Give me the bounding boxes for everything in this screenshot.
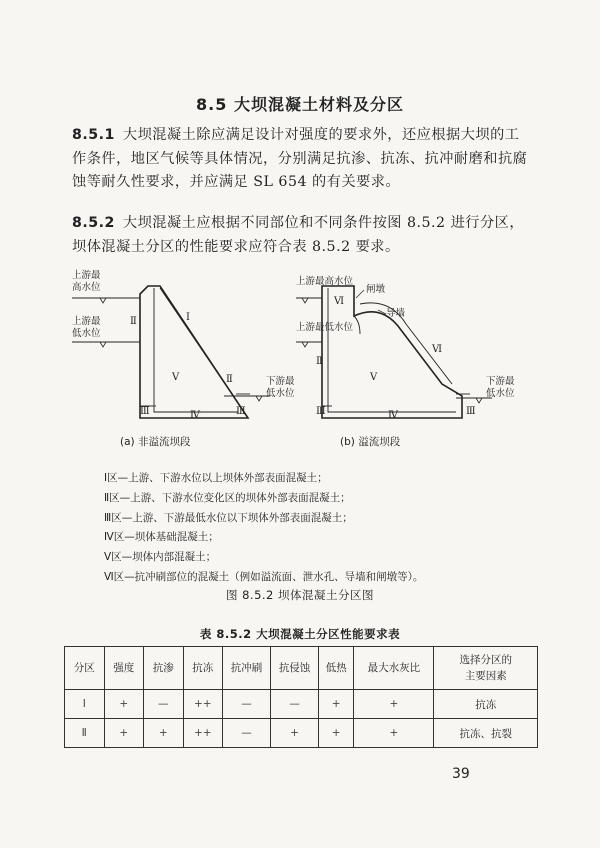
fig-a-zone-5: Ⅴ: [172, 372, 180, 383]
fig-b-zone-2: Ⅱ: [316, 356, 323, 367]
fig-a-upstream-low-1: 上游最: [72, 316, 101, 327]
zone-legend: [104, 469, 544, 588]
fig-a-downstream-low-1: 下游最: [266, 376, 295, 387]
table-row: [65, 719, 538, 748]
cell: —: [223, 690, 271, 719]
cell: +: [319, 690, 354, 719]
col-header-impermeability: 抗渗: [144, 647, 184, 690]
clause-text: 大坝混凝土应根据不同部位和不同条件按图 8.5.2 进行分区，坝体混凝土分区的性能要求应符合表 8.5.2 要求。: [72, 215, 525, 255]
dam-a-inner-line: [154, 288, 238, 412]
cell: +: [354, 719, 434, 748]
fig-b-downstream-low-2: 低水位: [486, 388, 515, 399]
dam-a-outline: [140, 286, 248, 418]
section-title: 8.5 大坝混凝土材料及分区: [196, 95, 404, 114]
col-header-erosion: 抗侵蚀: [271, 647, 319, 690]
cell: +: [354, 690, 434, 719]
cell: +: [144, 719, 184, 748]
col-header-scour: 抗冲刷: [223, 647, 271, 690]
fig-a-caption: (a) 非溢流坝段: [120, 436, 191, 448]
fig-a-zone-4: Ⅳ: [190, 410, 200, 421]
fig-b-zone-3-down: Ⅲ: [466, 406, 476, 417]
fig-a-upstream-high-2: 高水位: [72, 282, 101, 293]
cell: +: [271, 719, 319, 748]
fig-b-guide-wall: 导墙: [386, 308, 406, 319]
clause-number: 8.5.2: [72, 215, 115, 231]
fig-b-pier: 闸墩: [366, 284, 386, 295]
clause-8-5-1: [72, 124, 532, 195]
cell: —: [144, 690, 184, 719]
fig-a-zone-1: Ⅰ: [186, 312, 190, 323]
figure-caption: 图 8.5.2 坝体混凝土分区图: [225, 588, 375, 602]
table-header-row: [65, 647, 538, 690]
legend-item: Ⅵ区—抗冲刷部位的混凝土（例如溢流面、泄水孔、导墙和闸墩等）。: [104, 570, 424, 583]
col-header-zone: 分区: [65, 647, 105, 690]
dam-a-slope-inner: [160, 288, 244, 412]
legend-item: Ⅱ区—上游、下游水位变化区的坝体外部表面混凝土；: [104, 491, 351, 504]
table-title: 表 8.5.2 大坝混凝土分区性能要求表: [199, 627, 401, 641]
zone-performance-table: [64, 646, 538, 748]
col-header-factors: 选择分区的 主要因素: [434, 647, 538, 690]
fig-a-downstream-low-2: 低水位: [266, 388, 295, 399]
cell: +: [319, 719, 354, 748]
cell: +: [104, 719, 144, 748]
cell: Ⅰ: [65, 690, 105, 719]
legend-item: Ⅲ区—上游、下游最低水位以下坝体外部表面混凝土；: [104, 511, 353, 524]
fig-b-zone-6-face: Ⅵ: [432, 344, 443, 355]
page-number: 39: [452, 766, 470, 782]
fig-b-downstream-low-1: 下游最: [486, 376, 515, 387]
fig-b-zone-5: Ⅴ: [370, 372, 378, 383]
cell: ++: [183, 719, 223, 748]
fig-b-upstream-high: 上游最高水位: [296, 276, 354, 287]
col-header-wc-ratio: 最大水灰比: [354, 647, 434, 690]
cell: —: [223, 719, 271, 748]
legend-item: Ⅴ区—坝体内部混凝土；: [104, 551, 217, 564]
cell: ++: [183, 690, 223, 719]
legend-item: Ⅳ区—坝体基础混凝土；: [104, 531, 219, 544]
cell: —: [271, 690, 319, 719]
fig-a-zone-2-down: Ⅱ: [226, 374, 233, 385]
fig-b-zone-3-up: Ⅲ: [316, 406, 326, 417]
fig-a-upstream-low-2: 低水位: [72, 328, 101, 339]
fig-a-zone-3-up: Ⅲ: [140, 406, 150, 417]
col-header-frost: 抗冻: [183, 647, 223, 690]
legend-item: Ⅰ区—上游、下游水位以上坝体外部表面混凝土；: [104, 472, 328, 484]
cell: 抗冻: [434, 690, 538, 719]
col-header-low-heat: 低热: [319, 647, 354, 690]
col-header-strength: 强度: [104, 647, 144, 690]
clause-number: 8.5.1: [72, 127, 115, 143]
fig-b-zone-6-pier: Ⅵ: [334, 296, 345, 307]
cell: Ⅱ: [65, 719, 105, 748]
cell: +: [104, 690, 144, 719]
fig-b-upstream-low: 上游最低水位: [296, 322, 354, 333]
fig-a-upstream-high-1: 上游最: [72, 270, 101, 281]
cell: 抗冻、抗裂: [434, 719, 538, 748]
fig-a-zone-3-down: Ⅲ: [236, 406, 246, 417]
fig-b-zone-4: Ⅳ: [388, 410, 398, 421]
fig-a-zone-2-up: Ⅱ: [130, 316, 137, 327]
clause-text: 大坝混凝土除应满足设计对强度的要求外，还应根据大坝的工作条件，地区气候等具体情况，分别满足抗渗、抗冻、抗冲耐磨和抗腐蚀等耐久性要求，并应满足 SL 654 的有关要求。: [72, 127, 528, 190]
table-row: [65, 690, 538, 719]
fig-b-caption: (b) 溢流坝段: [340, 436, 401, 448]
clause-8-5-2: [72, 212, 532, 259]
